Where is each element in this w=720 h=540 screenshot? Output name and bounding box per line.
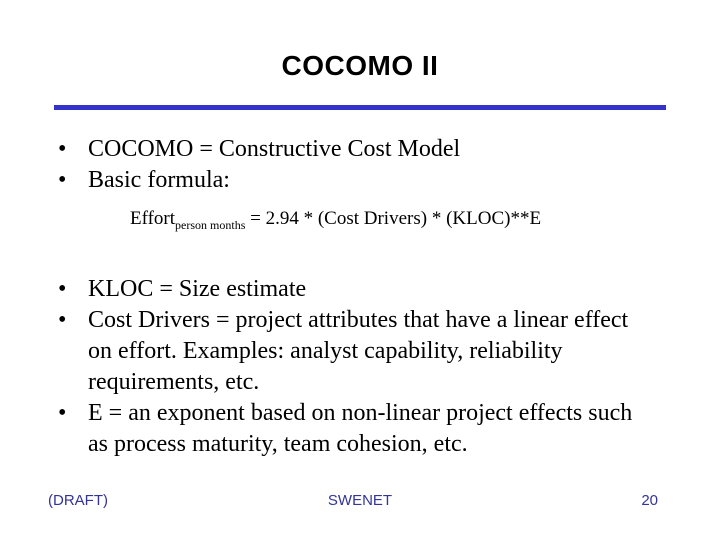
bullet-text: E = an exponent based on non-linear project effects such as process maturity, team cohesion, etc. [88, 400, 633, 457]
bullet-icon: • [58, 136, 67, 162]
formula-subscript: person months [175, 218, 246, 232]
bullet-item [58, 274, 658, 305]
bullet-item [58, 134, 658, 165]
bullet-icon: • [58, 276, 67, 302]
footer-swenet-label: SWENET [327, 492, 393, 509]
bullet-text: Cost Drivers = project attributes that have a linear effect on effort. Examples: analyst capability, reliability requirements, etc. [88, 307, 629, 395]
footer-draft-label: (DRAFT) [48, 492, 108, 509]
bullet-item [58, 305, 658, 398]
bullet-item [58, 398, 658, 460]
bullet-icon: • [58, 307, 67, 333]
bullet-text: KLOC = Size estimate [88, 276, 307, 302]
title-divider [54, 105, 666, 110]
page-number: 20 [641, 492, 658, 509]
bullet-text: COCOMO = Constructive Cost Model [88, 136, 461, 162]
bullet-text: Basic formula: [88, 167, 230, 193]
bullet-icon: • [58, 167, 67, 193]
effort-formula [130, 208, 541, 233]
bullet-list-bottom [58, 274, 658, 460]
bullet-list-top [58, 134, 658, 196]
bullet-item [58, 165, 658, 196]
slide-title: COCOMO II [281, 50, 439, 81]
formula-rest: = 2.94 * (Cost Drivers) * (KLOC)**E [245, 208, 542, 229]
formula-base: Effort [130, 208, 176, 229]
bullet-icon: • [58, 400, 67, 426]
